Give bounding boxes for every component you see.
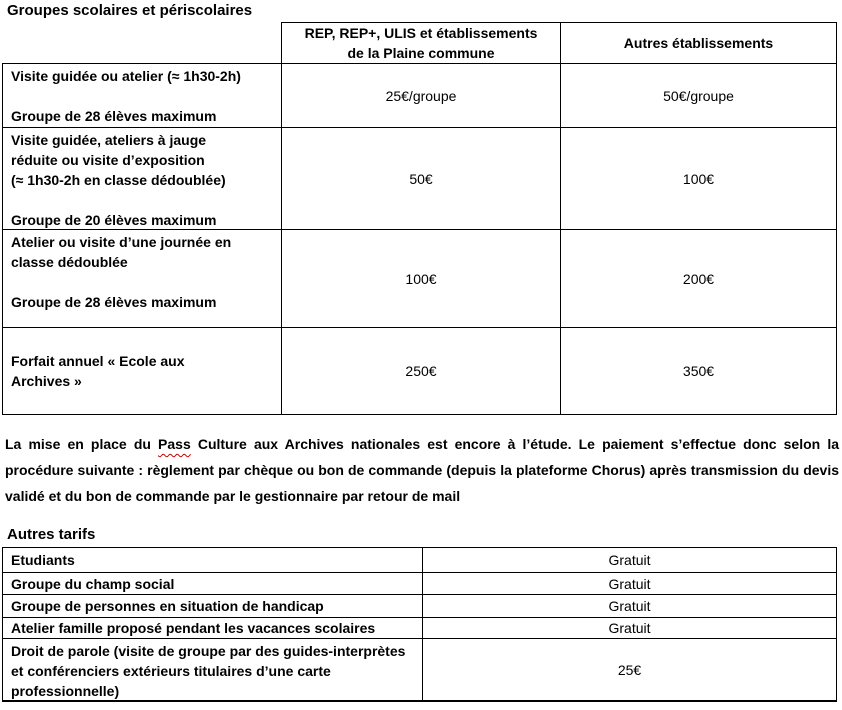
table2-row-atelier-famille-label: Atelier famille proposé pendant les vacances scolaires xyxy=(2,617,422,638)
table2-row-etudiants-price: Gratuit xyxy=(422,547,837,572)
table2-row-droit-de-parole-price: 25€ xyxy=(422,638,837,702)
table1-row-forfait-price-rep: 250€ xyxy=(281,327,560,415)
autres-tarifs-table xyxy=(2,547,837,702)
table2-row-etudiants-label: Etudiants xyxy=(2,547,422,572)
table1-corner-empty-cell xyxy=(2,22,281,63)
table1-header-rep xyxy=(281,22,560,63)
table1-row-visite-guidee-label: Visite guidée ou atelier (≈ 1h30-2h) Groupe de 28 élèves maximum xyxy=(2,63,281,127)
table1-row-forfait-price-autres: 350€ xyxy=(560,327,837,415)
tarifs-scolaires-table xyxy=(2,22,837,415)
table1-row-forfait-label: Forfait annuel « Ecole aux Archives » xyxy=(2,327,281,415)
table1-header-autres xyxy=(560,22,837,63)
section-title-groupes-scolaires: Groupes scolaires et périscolaires xyxy=(7,2,253,19)
table1-row-jauge-reduite-price-autres: 100€ xyxy=(560,127,837,229)
table2-row-handicap-price: Gratuit xyxy=(422,594,837,617)
paragraph-text-before: La mise en place du xyxy=(5,436,159,452)
table1-header-autres-label: Autres établissements xyxy=(623,35,774,51)
table2-row-atelier-famille-price: Gratuit xyxy=(422,617,837,638)
table1-row-visite-guidee-price-autres: 50€/groupe xyxy=(560,63,837,127)
table2-row-handicap-label: Groupe de personnes en situation de handicap xyxy=(2,594,422,617)
pass-culture-paragraph xyxy=(5,431,839,509)
table2-row-champ-social-label: Groupe du champ social xyxy=(2,572,422,594)
table1-row-journee-label: Atelier ou visite d’une journée en classe dédoublée Groupe de 28 élèves maximum xyxy=(2,229,281,327)
spellchecked-word: Pass xyxy=(158,436,191,452)
table1-row-journee-price-rep: 100€ xyxy=(281,229,560,327)
table1-row-visite-guidee-price-rep: 25€/groupe xyxy=(281,63,560,127)
table2-row-droit-de-parole-label: Droit de parole (visite de groupe par des guides-interprètes et conférenciers extérieurs titulaires d’une carte professionnelle) xyxy=(2,638,422,702)
table1-header-rep-label: REP, REP+, ULIS et établissements de la Plaine commune xyxy=(304,25,538,61)
table1-row-jauge-reduite-price-rep: 50€ xyxy=(281,127,560,229)
table1-row-journee-price-autres: 200€ xyxy=(560,229,837,327)
table1-row-jauge-reduite-label: Visite guidée, ateliers à jauge réduite ou visite d’exposition (≈ 1h30-2h en classe dédoublée) Groupe de 20 élèves maximum xyxy=(2,127,281,229)
table2-row-champ-social-price: Gratuit xyxy=(422,572,837,594)
paragraph-text-after: Culture aux Archives nationales est encore à l’étude. Le paiement s’effectue donc selon la procédure suivante : règlement par chèque ou bon de commande (depuis la plateforme Chorus) après transmission du devis validé et du bon de commande par le gestionnaire par retour de mail xyxy=(5,436,839,504)
section-title-autres-tarifs: Autres tarifs xyxy=(7,526,96,543)
